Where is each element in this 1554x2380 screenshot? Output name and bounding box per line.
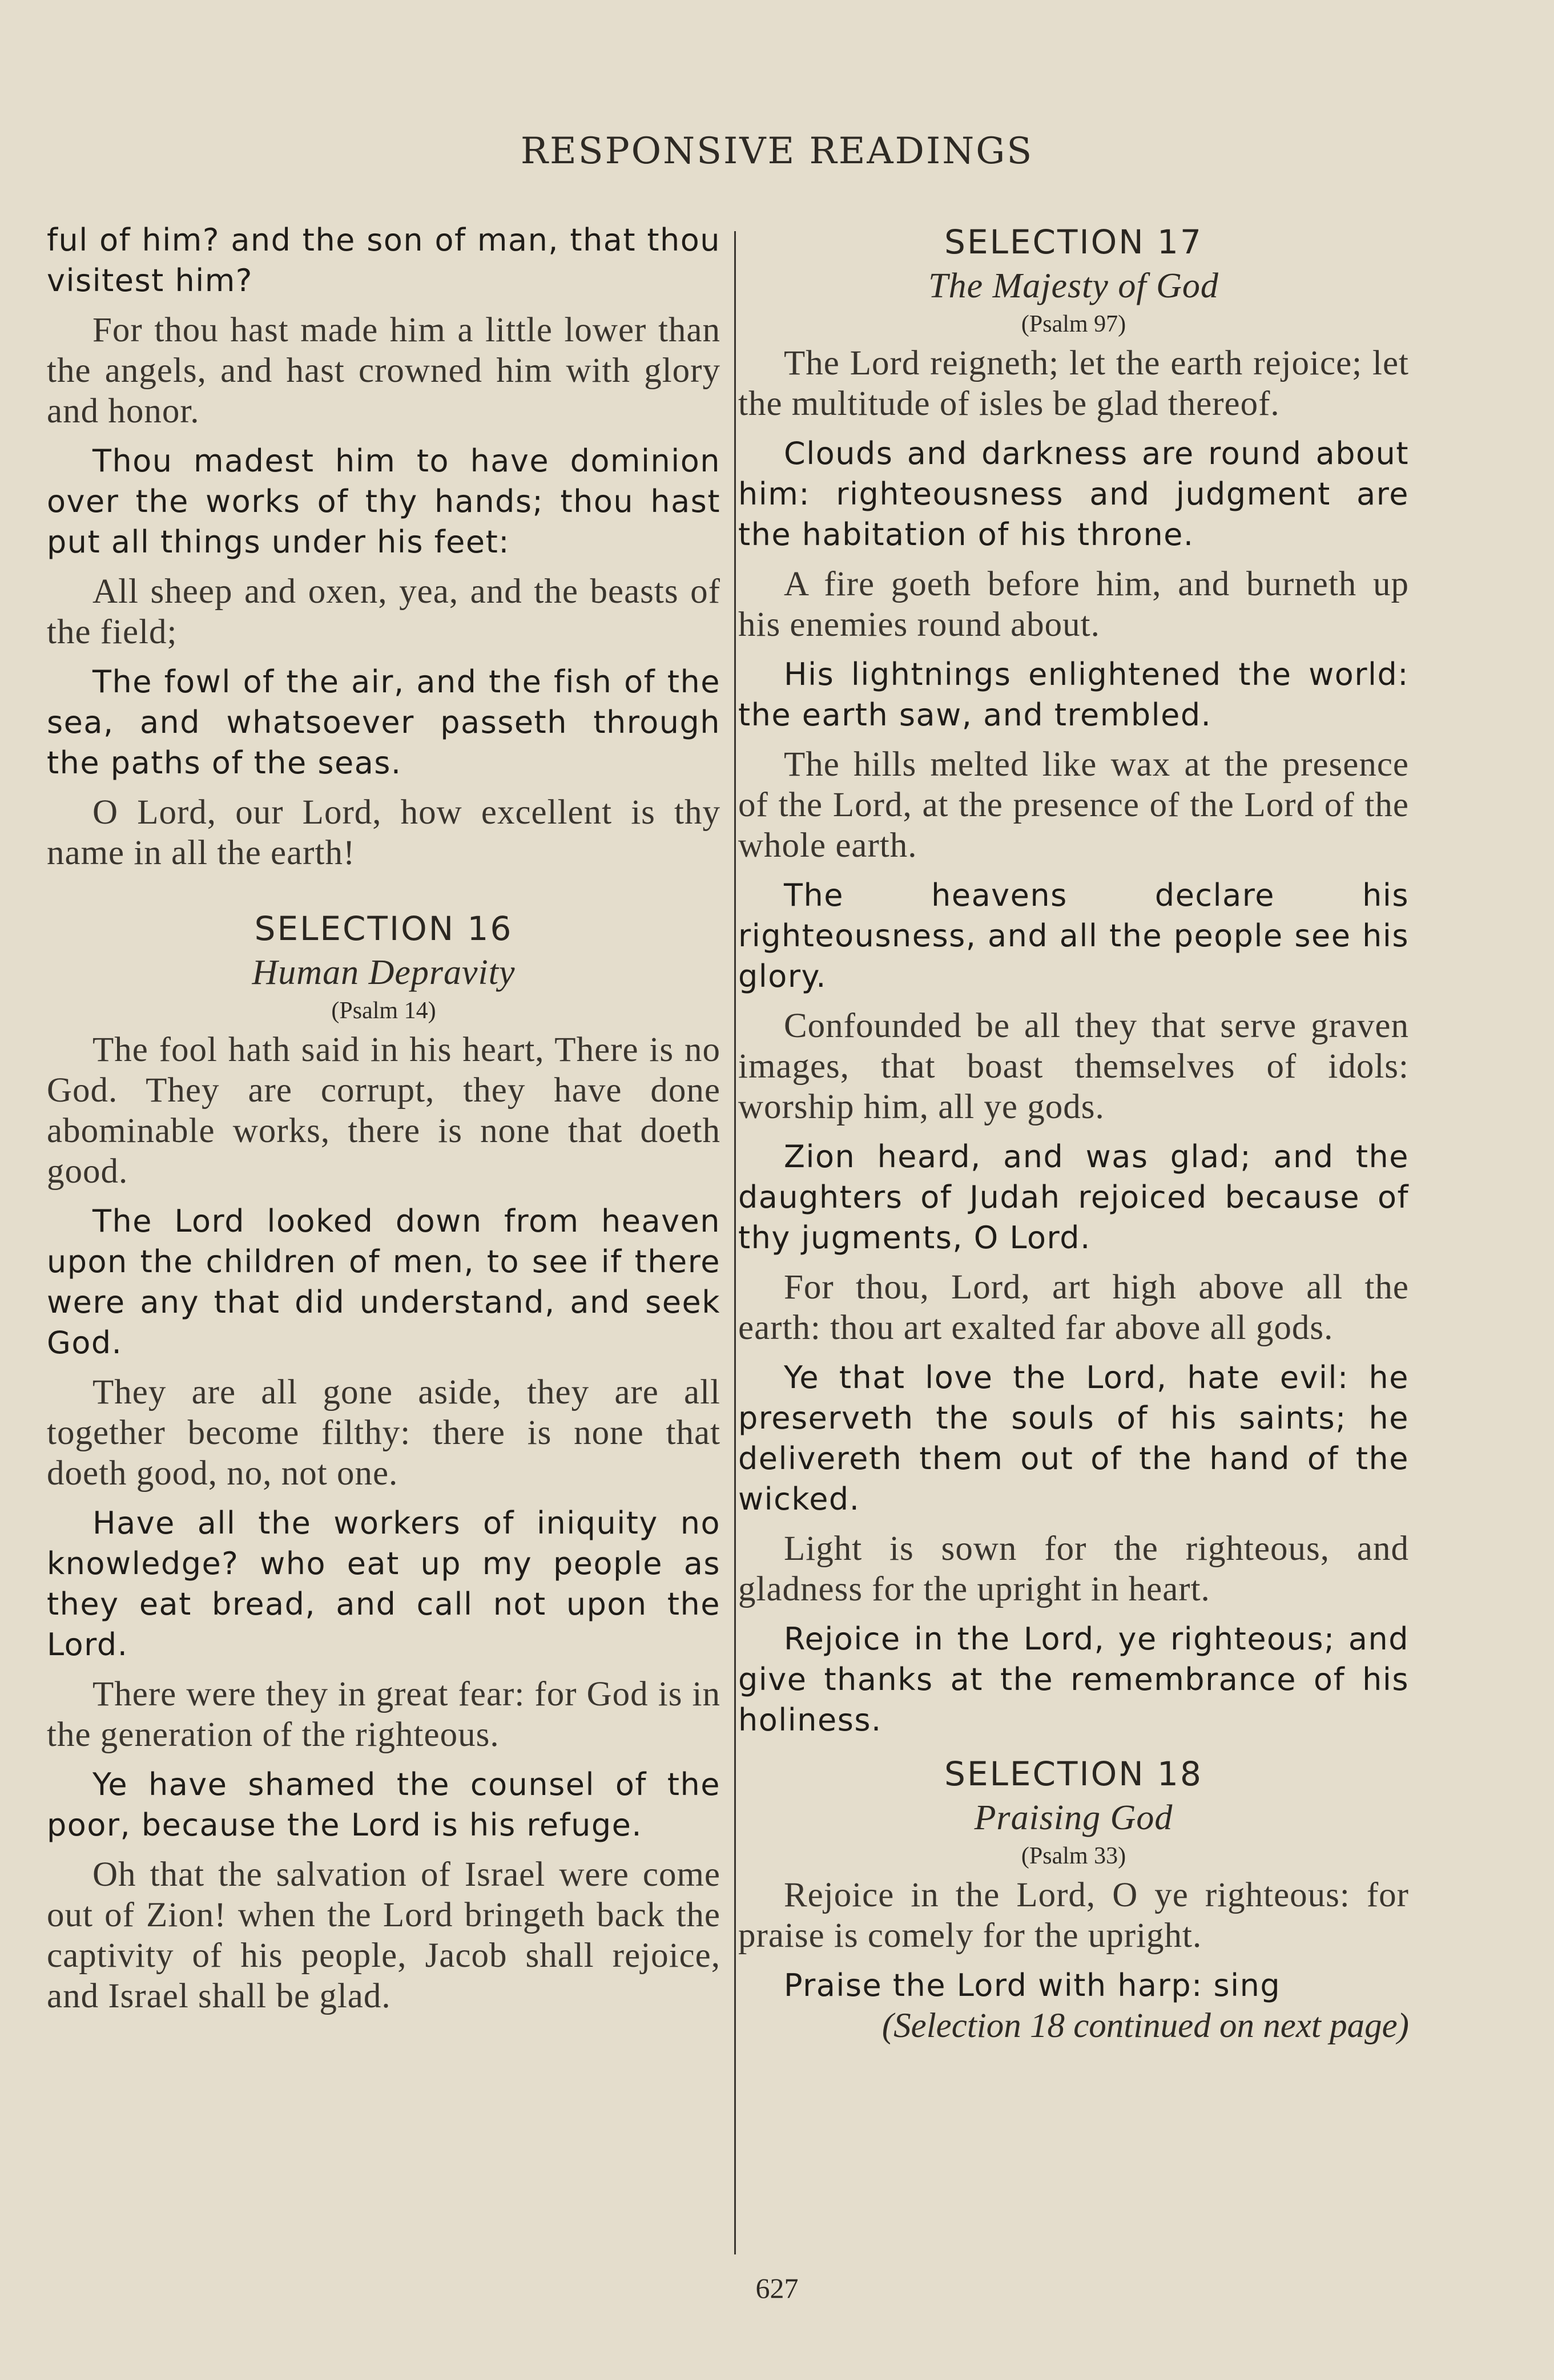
selection-16 [47, 906, 720, 2016]
psalm-reference: (Psalm 33) [1021, 1843, 1126, 1869]
psalm-reference: (Psalm 14) [331, 998, 436, 1024]
selection-heading: SELECTION 17 [944, 223, 1203, 261]
verse: ful of him? and the son of man, that thou visitest him? [47, 222, 720, 298]
verse: For thou hast made him a little lower than the angels, and hast crowned him with glory and honor. [47, 311, 720, 430]
running-header: RESPONSIVE READINGS [520, 130, 1034, 172]
psalm-reference: (Psalm 97) [1021, 311, 1126, 337]
verse: Oh that the salvation of Israel were come out of Zion! when the Lord bringeth back the captivity of his people, Jacob shall rejoice, and Israel shall be glad. [47, 1855, 720, 2015]
continuation-note: (Selection 18 continued on next page) [881, 2007, 1409, 2045]
selection-subtitle: The Majesty of God [928, 267, 1219, 305]
carryover-verses [47, 220, 720, 873]
verse: The Lord looked down from heaven upon the children of men, to see if there were any that did understand, and seek God. [47, 1203, 720, 1361]
verse: Rejoice in the Lord, O ye righteous: for praise is comely for the upright. [738, 1876, 1409, 1955]
verse: The heavens declare his righteousness, and all the people see his glory. [738, 877, 1409, 994]
column-divider [734, 231, 736, 2254]
verse: There were they in great fear: for God is in the generation of the righteous. [47, 1675, 720, 1754]
verse: Thou madest him to have dominion over the works of thy hands; thou hast put all things under his feet: [47, 443, 720, 560]
left-column [47, 220, 720, 2026]
selection-subtitle: Praising God [974, 1798, 1173, 1837]
selection-18 [738, 1752, 1409, 2046]
verse: Ye have shamed the counsel of the poor, because the Lord is his refuge. [47, 1766, 720, 1843]
verse: Ye that love the Lord, hate evil: he preserveth the souls of his saints; he delivereth them out of the hand of the wicked. [738, 1360, 1409, 1517]
verse: They are all gone aside, they are all together become filthy: there is none that doeth good, no, not one. [47, 1373, 720, 1492]
selection-heading: SELECTION 18 [944, 1754, 1203, 1793]
verse: The Lord reigneth; let the earth rejoice; let the multitude of isles be glad thereof. [738, 344, 1409, 423]
selection-subtitle: Human Depravity [252, 953, 516, 992]
verse: O Lord, our Lord, how excellent is thy name in all the earth! [47, 793, 720, 872]
verse: Light is sown for the righteous, and gladness for the upright in heart. [738, 1530, 1409, 1608]
verse: The hills melted like wax at the presence of the Lord, at the presence of the Lord of the whole earth. [738, 745, 1409, 865]
verse: A fire goeth before him, and burneth up his enemies round about. [738, 565, 1409, 644]
verse: Clouds and darkness are round about him: righteousness and judgment are the habitation of his throne. [738, 435, 1409, 552]
verse: All sheep and oxen, yea, and the beasts of the field; [47, 572, 720, 651]
selection-17 [738, 220, 1409, 1740]
verse: Have all the workers of iniquity no knowledge? who eat up my people as they eat bread, and call not upon the Lord. [47, 1505, 720, 1663]
verse: For thou, Lord, art high above all the earth: thou art exalted far above all gods. [738, 1268, 1409, 1347]
verse: The fool hath said in his heart, There is no God. They are corrupt, they have done abominable works, there is none that doeth good. [47, 1031, 720, 1191]
verse: Confounded be all they that serve graven images, that boast themselves of idols: worship him, all ye gods. [738, 1007, 1409, 1126]
verse: Rejoice in the Lord, ye righteous; and give thanks at the remembrance of his holiness. [738, 1621, 1409, 1738]
right-column [738, 220, 1409, 2046]
verse: His lightnings enlightened the world: the earth saw, and trembled. [738, 656, 1409, 733]
verse: Praise the Lord with harp: sing [784, 1967, 1281, 2003]
verse: The fowl of the air, and the fish of the sea, and whatsoever passeth through the paths of the seas. [47, 664, 720, 781]
page-number: 627 [755, 2272, 799, 2304]
verse: Zion heard, and was glad; and the daughters of Judah rejoiced because of thy jugments, O Lord. [738, 1139, 1409, 1256]
selection-heading: SELECTION 16 [254, 909, 513, 948]
